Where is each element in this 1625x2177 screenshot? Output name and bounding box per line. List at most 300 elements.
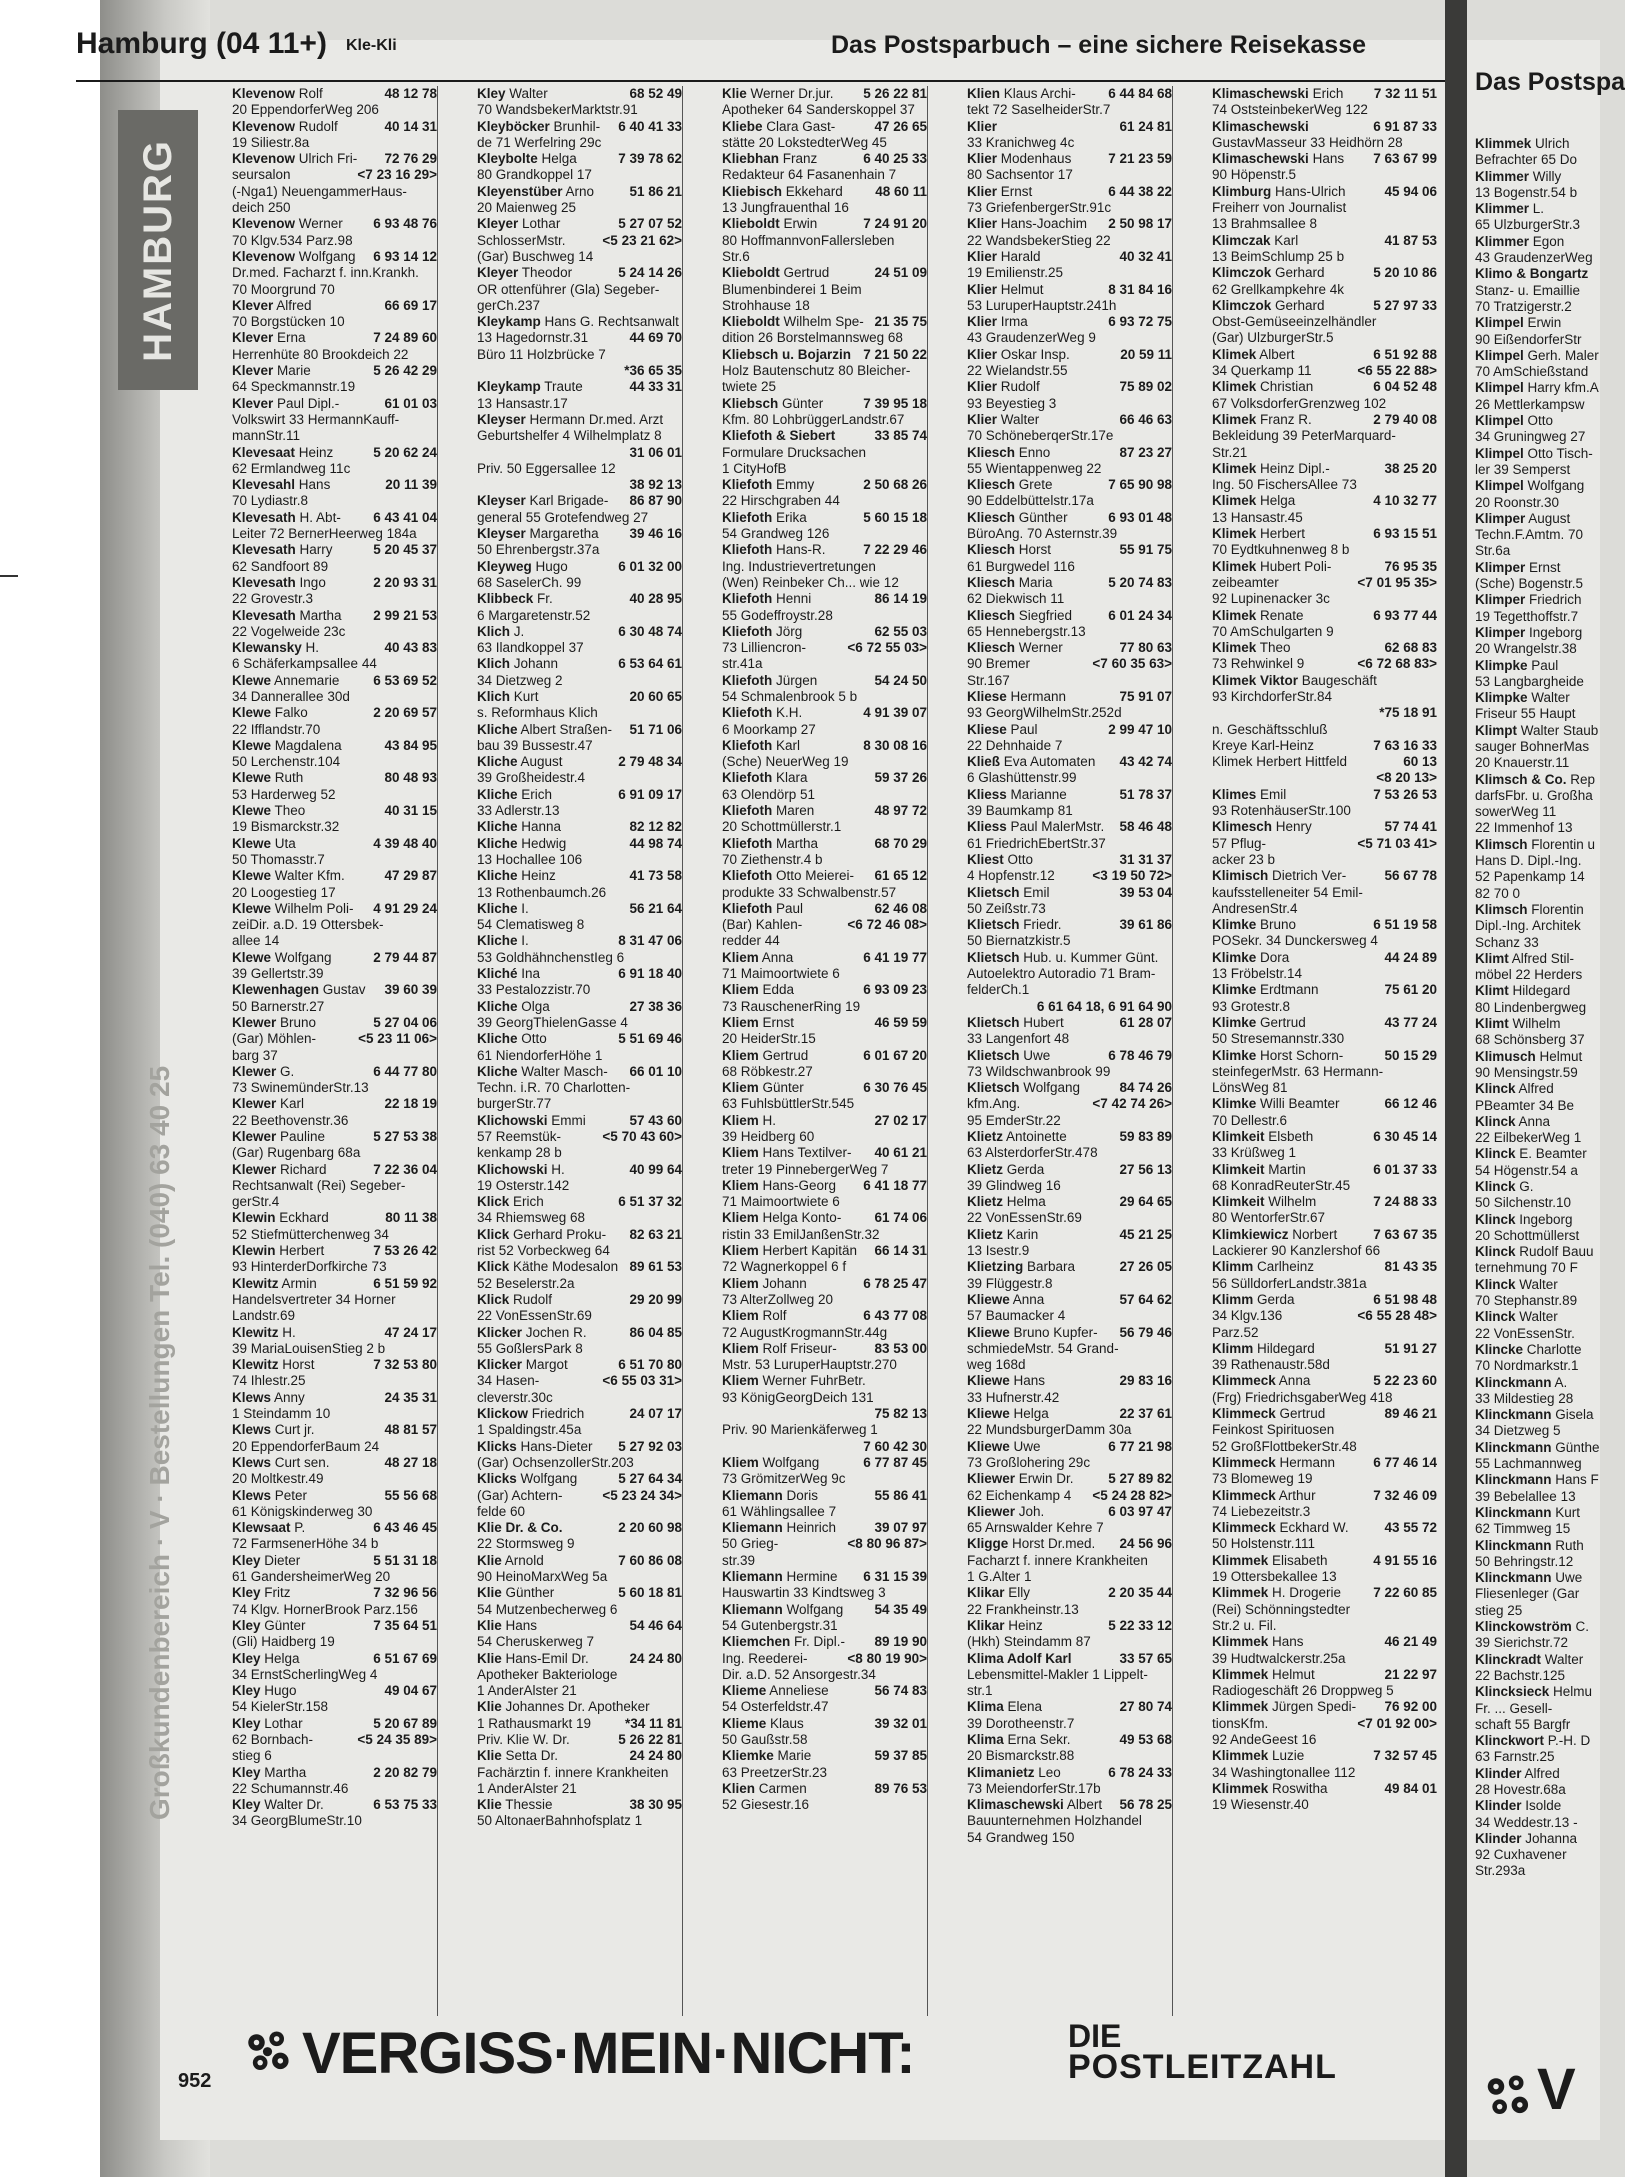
listing-entry: [967, 1113, 1172, 1129]
listing-entry: [1475, 1440, 1615, 1456]
listing-entry: [967, 1243, 1172, 1259]
entry-text: 22 Stormsweg 9: [477, 1536, 575, 1552]
listing-entry: [967, 1096, 1172, 1112]
phone-number: 56 67 78: [1384, 868, 1437, 884]
entry-surname: Klich: [477, 656, 511, 672]
entry-text: 73 RauschenerRing 19: [722, 998, 861, 1014]
listing-entry: [722, 1634, 927, 1650]
entry-text: 50 Behringstr.12: [1475, 1553, 1574, 1569]
listing-entry: [967, 591, 1172, 607]
entry-text: 62 Bornbach-: [232, 1731, 314, 1747]
entry-text: 39 Rathenaustr.58d: [1212, 1357, 1330, 1373]
entry-text: darfsFbr. u. Großha: [1475, 787, 1593, 803]
phone-number: 55 86 41: [874, 1487, 927, 1503]
entry-surname: Klimke: [1212, 949, 1257, 965]
entry-text: Curt jr.: [271, 1422, 315, 1438]
phone-number: 2 20 35 44: [1108, 1585, 1172, 1601]
listing-entry: [1212, 200, 1437, 216]
listing-entry: [1475, 429, 1615, 445]
entry-surname: Klinck: [1475, 1146, 1516, 1162]
listing-entry: [232, 1194, 437, 1210]
entry-text: Harry kfm.A: [1523, 380, 1599, 396]
entry-text: Friseur 55 Haupt: [1475, 706, 1576, 722]
entry-surname: Klevesath: [232, 607, 296, 623]
entry-text: 50 Barnerstr.27: [232, 998, 325, 1014]
entry-surname: Kliche: [477, 900, 518, 916]
entry-text: 39 Glindweg 16: [967, 1177, 1061, 1193]
listing-entry: [232, 379, 437, 395]
listing-entry: [722, 184, 927, 200]
entry-text: Gertrud: [1275, 1406, 1326, 1422]
listing-entry: [232, 1406, 437, 1422]
entry-text: Kurt: [510, 688, 539, 704]
entry-text: 39 Baumkamp 81: [967, 803, 1073, 819]
phone-number: 5 20 74 83: [1108, 574, 1172, 590]
listing-entry: [232, 1015, 437, 1031]
entry-surname: Klicker: [477, 1357, 523, 1373]
listing-entry: [1212, 754, 1437, 770]
listing-entry: [1212, 1373, 1437, 1389]
listing-entry: [967, 1048, 1172, 1064]
listing-entry: [477, 1243, 682, 1259]
listing-entry: [1475, 1195, 1615, 1211]
entry-text: 63 Farnstr.25: [1475, 1749, 1555, 1765]
listing-entry: [1212, 1129, 1437, 1145]
listing-entry: [477, 803, 682, 819]
listing-entry: [1212, 1569, 1437, 1585]
entry-text: Rolf Friseur-: [758, 1340, 837, 1356]
entry-surname: Klinckmann: [1475, 1407, 1552, 1423]
listing-entry: [722, 1031, 927, 1047]
listing-entry: [967, 917, 1172, 933]
phone-number: 6 43 46 45: [373, 1520, 437, 1536]
entry-text: Karl Brigade-: [525, 493, 609, 509]
entry-text: 71 Maimoortwiete 6: [722, 1194, 840, 1210]
entry-surname: Kliem: [722, 1308, 759, 1324]
phone-number: 51 86 21: [629, 183, 682, 199]
phone-number: 2 50 68 26: [863, 477, 927, 493]
entry-text: Hans-Emil Dr.: [501, 1650, 589, 1666]
entry-surname: Kliem: [722, 1454, 759, 1470]
listing-entry: [967, 1618, 1172, 1634]
entry-text: 82 70 0: [1475, 885, 1521, 901]
listing-entry: [722, 1048, 927, 1064]
listing-entry: [967, 982, 1172, 998]
entry-surname: Klimek: [1212, 607, 1257, 623]
listing-entry: [1212, 542, 1437, 558]
entry-text: Dieter: [260, 1552, 301, 1568]
entry-text: 6 Schäferkampsallee 44: [232, 656, 377, 672]
phone-number: 20 11 39: [385, 477, 437, 493]
entry-surname: Klietzing: [967, 1259, 1024, 1275]
phone-number: 5 60 15 18: [863, 509, 927, 525]
listing-entry: [1212, 363, 1437, 379]
phone-number: 54 24 50: [874, 672, 927, 688]
entry-text: Gerda: [1253, 1291, 1295, 1307]
entry-surname: Kliem: [722, 1112, 759, 1128]
phone-number: 29 20 99: [629, 1291, 682, 1307]
phone-number: 76 92 00: [1384, 1699, 1437, 1715]
listing-entry: [232, 624, 437, 640]
listing-entry: [1475, 1407, 1615, 1423]
entry-text: Christian: [1256, 379, 1314, 395]
listing-entry: [722, 1357, 927, 1373]
entry-text: G.: [276, 1063, 295, 1079]
entry-text: Klaus: [766, 1715, 804, 1731]
entry-text: steinfegerMstr. 63 Hermann-: [1212, 1063, 1384, 1079]
entry-text: Hanna: [517, 819, 562, 835]
entry-text: Rudolf Bauu: [1515, 1244, 1594, 1260]
entry-surname: Klimmek: [1212, 1699, 1269, 1715]
phone-number: 7 32 96 56: [373, 1585, 437, 1601]
phone-number: 39 32 01: [874, 1715, 927, 1731]
listing-entry: [722, 1504, 927, 1520]
listing-entry: [1475, 1652, 1615, 1668]
entry-surname: Kliem: [722, 1275, 759, 1291]
listing-entry: [477, 1439, 682, 1455]
listing-column-3: [722, 86, 928, 2016]
entry-text: 61 Burgwedel 116: [967, 558, 1075, 574]
phone-number: 80 11 38: [385, 1210, 437, 1226]
entry-text: Techn. i.R. 70 Charlotten-: [477, 1080, 631, 1096]
entry-text: Str.167: [967, 672, 1010, 688]
entry-text: POSekr. 34 Dunckersweg 4: [1212, 933, 1378, 949]
listing-entry: [477, 1716, 682, 1732]
listing-entry: [1212, 1096, 1437, 1112]
listing-entry: [967, 819, 1172, 835]
phone-number: 51 91 27: [1384, 1340, 1437, 1356]
entry-surname: Klie: [477, 1552, 502, 1568]
phone-number: 7 53 26 53: [1373, 786, 1437, 802]
entry-text: Curt sen.: [271, 1454, 330, 1470]
listing-entry: [1212, 836, 1437, 852]
phone-number: <7 60 35 63>: [1092, 656, 1172, 672]
phone-number: <7 01 92 00>: [1357, 1715, 1437, 1731]
entry-surname: Klimmek: [1212, 1585, 1269, 1601]
listing-entry: [1212, 868, 1437, 884]
listing-entry: [967, 1129, 1172, 1145]
phone-number: 59 37 85: [874, 1748, 927, 1764]
entry-text: Ruth: [271, 770, 304, 786]
listing-entry: [1475, 837, 1615, 853]
phone-number: 7 32 46 09: [1373, 1487, 1437, 1503]
entry-text: Horst Dr.med.: [1008, 1536, 1096, 1552]
listing-entry: [1212, 1259, 1437, 1275]
entry-surname: Klewer: [232, 1063, 277, 1079]
entry-text: 55 Godeffroystr.28: [722, 607, 833, 623]
entry-surname: Klewe: [232, 949, 272, 965]
listing-entry: [477, 1536, 682, 1552]
entry-surname: Klimaschewski: [1212, 86, 1309, 101]
listing-entry: [477, 1325, 682, 1341]
entry-text: Str.6a: [1475, 543, 1511, 559]
listing-entry: [477, 1031, 682, 1047]
entry-text: Werner: [295, 216, 343, 232]
entry-text: Renate: [1256, 607, 1304, 623]
listing-entry: [1475, 527, 1615, 543]
entry-text: bau 39 Bussestr.47: [477, 737, 593, 753]
entry-surname: Klimt: [1475, 983, 1509, 999]
entry-text: 93 Beyestieg 3: [967, 395, 1057, 411]
entry-text: Stanz- u. Emaillie: [1475, 282, 1581, 298]
phone-number: 49 53 68: [1119, 1731, 1172, 1747]
side-tab-region: [118, 110, 198, 390]
listing-entry: [1212, 559, 1437, 575]
listing-entry: [722, 966, 927, 982]
listing-entry: [477, 1667, 682, 1683]
entry-surname: Kliesch: [967, 574, 1016, 590]
entry-text: Fachärztin f. innere Krankheiten: [477, 1764, 669, 1780]
listing-entry: [1475, 706, 1615, 722]
listing-entry: [722, 591, 927, 607]
entry-text: Falko: [271, 705, 308, 721]
listing-entry: [477, 526, 682, 542]
entry-text: Harald: [997, 248, 1041, 264]
phone-number: 68 70 29: [874, 835, 927, 851]
listing-entry: [722, 1797, 927, 1813]
entry-text: Landstr.69: [232, 1308, 296, 1324]
entry-surname: Klinckmann: [1475, 1374, 1552, 1390]
entry-surname: Klier: [967, 216, 998, 232]
entry-text: n. Geschäftsschluß: [1212, 721, 1328, 737]
listing-entry: [1475, 804, 1615, 820]
listing-entry: [1212, 282, 1437, 298]
listing-entry: [477, 1113, 682, 1129]
entry-text: Ingeborg: [1515, 1211, 1573, 1227]
listing-entry: [1475, 576, 1615, 592]
phone-number: <5 24 28 82>: [1092, 1487, 1172, 1503]
entry-surname: Klimmek: [1212, 1748, 1269, 1764]
listing-entry: [967, 787, 1172, 803]
entry-surname: Klietsch: [967, 1047, 1020, 1063]
listing-entry: [1475, 625, 1615, 641]
entry-surname: Klietsch: [967, 1080, 1020, 1096]
entry-text: Hans-R.: [772, 542, 826, 558]
entry-text: seursalon: [232, 167, 291, 183]
entry-text: 70 AmSchießstand: [1475, 364, 1589, 380]
entry-surname: Klick: [477, 1194, 510, 1210]
phone-number: 49 84 01: [1384, 1780, 1437, 1796]
listing-entry: [967, 1145, 1172, 1161]
entry-surname: Klews: [232, 1389, 272, 1405]
listing-entry: [1475, 1179, 1615, 1195]
entry-surname: Klicks: [477, 1438, 517, 1454]
entry-text: 80 Grandkoppel 17: [477, 167, 592, 183]
entry-text: Str.6: [722, 248, 750, 264]
entry-surname: Klimpel: [1475, 380, 1524, 396]
entry-text: 50 Ehrenbergstr.37a: [477, 542, 600, 558]
entry-text: (Gar) Achtern-: [477, 1487, 563, 1503]
entry-text: Marie: [773, 1748, 812, 1764]
entry-surname: Klie: [722, 86, 747, 101]
entry-surname: Kleyer: [477, 265, 519, 281]
entry-text: Emmi: [547, 1112, 586, 1128]
entry-text: Ekkehard: [782, 183, 843, 199]
listing-entry: [232, 412, 437, 428]
entry-text: Helmut: [997, 281, 1044, 297]
entry-text: 1 G.Alter 1: [967, 1569, 1032, 1585]
entry-surname: Klimmer: [1475, 233, 1530, 249]
entry-text: Kfm. 80 LohbrüggerLandstr.67: [722, 411, 905, 427]
entry-text: stätte 20 LokstedterWeg 45: [722, 134, 887, 150]
entry-text: 1 CityHofB: [722, 460, 787, 476]
listing-entry: [1212, 950, 1437, 966]
listing-entry: [1212, 1651, 1437, 1667]
entry-text: Ing. Industrievertretungen: [722, 558, 876, 574]
listing-entry: [232, 1667, 437, 1683]
listing-entry: [1475, 1456, 1615, 1472]
entry-text: 13 Hochallee 106: [477, 851, 583, 867]
phone-number: 2 79 48 34: [618, 754, 682, 770]
entry-surname: Klier: [967, 379, 998, 395]
phone-number: <6 55 22 88>: [1357, 363, 1437, 379]
entry-text: 13 Fröbelstr.14: [1212, 966, 1303, 982]
entry-text: Hans: [295, 477, 331, 493]
entry-text: kfm.Ang.: [967, 1096, 1021, 1112]
entry-surname: Kliem: [722, 1177, 759, 1193]
listing-entry: [722, 1406, 927, 1422]
listing-entry: [967, 412, 1172, 428]
listing-entry: [722, 298, 927, 314]
entry-text: 34 Dietzweg 5: [1475, 1423, 1561, 1439]
listing-entry: [477, 640, 682, 656]
entry-text: möbel 22 Herders: [1475, 967, 1583, 983]
phone-number: 86 14 19: [874, 591, 927, 607]
listing-entry: [232, 1439, 437, 1455]
phone-number: 5 27 64 34: [618, 1471, 682, 1487]
listing-entry: [1475, 1554, 1615, 1570]
listing-entry: [722, 233, 927, 249]
listing-entry: [1212, 1602, 1437, 1618]
phone-number: 6 77 21 98: [1108, 1438, 1172, 1454]
listing-entry: [232, 184, 437, 200]
entry-text: 93 KönigGeorgDeich 131: [722, 1389, 874, 1405]
listing-entry: [1212, 330, 1437, 346]
entry-text: Joh.: [1015, 1503, 1045, 1519]
listing-entry: [967, 1471, 1172, 1487]
listing-entry: [232, 1699, 437, 1715]
phone-number: 24 24 80: [629, 1650, 682, 1666]
entry-text: 20 Wrangelstr.38: [1475, 641, 1577, 657]
entry-text: 6 Moorkamp 27: [722, 721, 816, 737]
entry-text: Florentin u: [1527, 836, 1596, 852]
listing-entry: [967, 1341, 1172, 1357]
entry-text: Emmy: [772, 477, 815, 493]
listing-entry: [967, 754, 1172, 770]
listing-entry: [1475, 1098, 1615, 1114]
entry-text: (Wen) Reinbeker Ch... wie 12: [722, 574, 899, 590]
listing-entry: [967, 396, 1172, 412]
listing-entry: [477, 1553, 682, 1569]
entry-surname: Klimmer: [1475, 201, 1530, 217]
listing-entry: [232, 1325, 437, 1341]
listing-entry: [477, 1178, 682, 1194]
entry-text: Herrenhüte 80 Brookdeich 22: [232, 346, 409, 362]
entry-text: Freiherr von Journalist: [1212, 200, 1347, 216]
listing-entry: [967, 1520, 1172, 1536]
phone-number: 44 98 74: [629, 835, 682, 851]
entry-text: 50 Stresemannstr.330: [1212, 1031, 1345, 1047]
listing-entry: [477, 1488, 682, 1504]
phone-number: 66 12 46: [1384, 1096, 1437, 1112]
entry-surname: Klie: [477, 1617, 502, 1633]
listing-entry: [232, 1683, 437, 1699]
phone-number: 43 42 74: [1119, 754, 1172, 770]
entry-text: 63 PreetzerStr.23: [722, 1764, 828, 1780]
entry-text: 53 Harderweg 52: [232, 786, 336, 802]
listing-entry: [967, 1080, 1172, 1096]
listing-entry: [232, 216, 437, 232]
entry-text: Handelsvertreter 34 Horner: [232, 1291, 396, 1307]
listing-entry: [1475, 918, 1615, 934]
entry-text: Hubert: [1019, 1014, 1064, 1030]
entry-surname: Klever: [232, 297, 274, 313]
entry-text: Johannes Dr. Apotheker: [501, 1699, 650, 1715]
listing-entry: [232, 917, 437, 933]
postleitzahl-banner: [240, 2020, 1440, 2100]
entry-text: 71 Maimoortwiete 6: [722, 966, 840, 982]
phone-number: 54 35 49: [874, 1601, 927, 1617]
phone-number: 29 64 65: [1119, 1194, 1172, 1210]
listing-entry: [722, 1439, 927, 1455]
entry-text: Irma: [997, 314, 1028, 330]
listing-entry: [232, 249, 437, 265]
entry-surname: Klimek Viktor: [1212, 672, 1299, 688]
listing-entry: [1475, 820, 1615, 836]
listing-entry: [1475, 1505, 1615, 1521]
entry-text: Hauswartin 33 Kindtsweg 3: [722, 1585, 886, 1601]
header-rule: [76, 80, 1446, 82]
listing-entry: [967, 885, 1172, 901]
entry-surname: Kliewe: [967, 1373, 1010, 1389]
listing-entry: [1212, 591, 1437, 607]
entry-text: 62 Timmweg 15: [1475, 1521, 1571, 1537]
entry-text: 22 Grovestr.3: [232, 591, 314, 607]
entry-text: Ruth: [1551, 1537, 1584, 1553]
entry-surname: Klietz: [967, 1226, 1004, 1242]
phone-number: 89 46 21: [1384, 1406, 1437, 1422]
listing-entry: [232, 1422, 437, 1438]
entry-text: Hermine: [782, 1569, 838, 1585]
listing-entry: [722, 673, 927, 689]
listing-entry: [477, 591, 682, 607]
listing-entry: [722, 477, 927, 493]
entry-text: 53 GoldhähnchenstIeg 6: [477, 949, 625, 965]
entry-text: 62 Grellkampkehre 4k: [1212, 281, 1345, 297]
listing-entry: [477, 102, 682, 118]
listing-entry: [232, 787, 437, 803]
entry-text: E. Beamter: [1515, 1146, 1587, 1162]
entry-text: de 71 Werfelring 29c: [477, 134, 602, 150]
entry-text: 22 Dehnhaide 7: [967, 737, 1063, 753]
entry-surname: Klimek: [1212, 493, 1257, 509]
entry-text: 73 Wildschwanbrook 99: [967, 1063, 1111, 1079]
entry-surname: Kliesch: [967, 640, 1016, 656]
listing-entry: [1475, 1114, 1615, 1130]
listing-entry: [967, 1830, 1172, 1846]
listing-column-5: [1212, 86, 1437, 2016]
phone-number: 20 60 65: [629, 688, 682, 704]
entry-text: 20 HeiderStr.15: [722, 1031, 816, 1047]
entry-text: 6 Glashüttenstr.99: [967, 770, 1077, 786]
entry-text: Hugo: [531, 558, 568, 574]
listing-entry: [477, 347, 682, 363]
listing-entry: [1475, 772, 1615, 788]
phone-number: 6 04 52 48: [1373, 379, 1437, 395]
phone-number: 89 61 53: [629, 1259, 682, 1275]
entry-surname: Kliess: [967, 786, 1007, 802]
entry-text: Jörg: [772, 623, 803, 639]
